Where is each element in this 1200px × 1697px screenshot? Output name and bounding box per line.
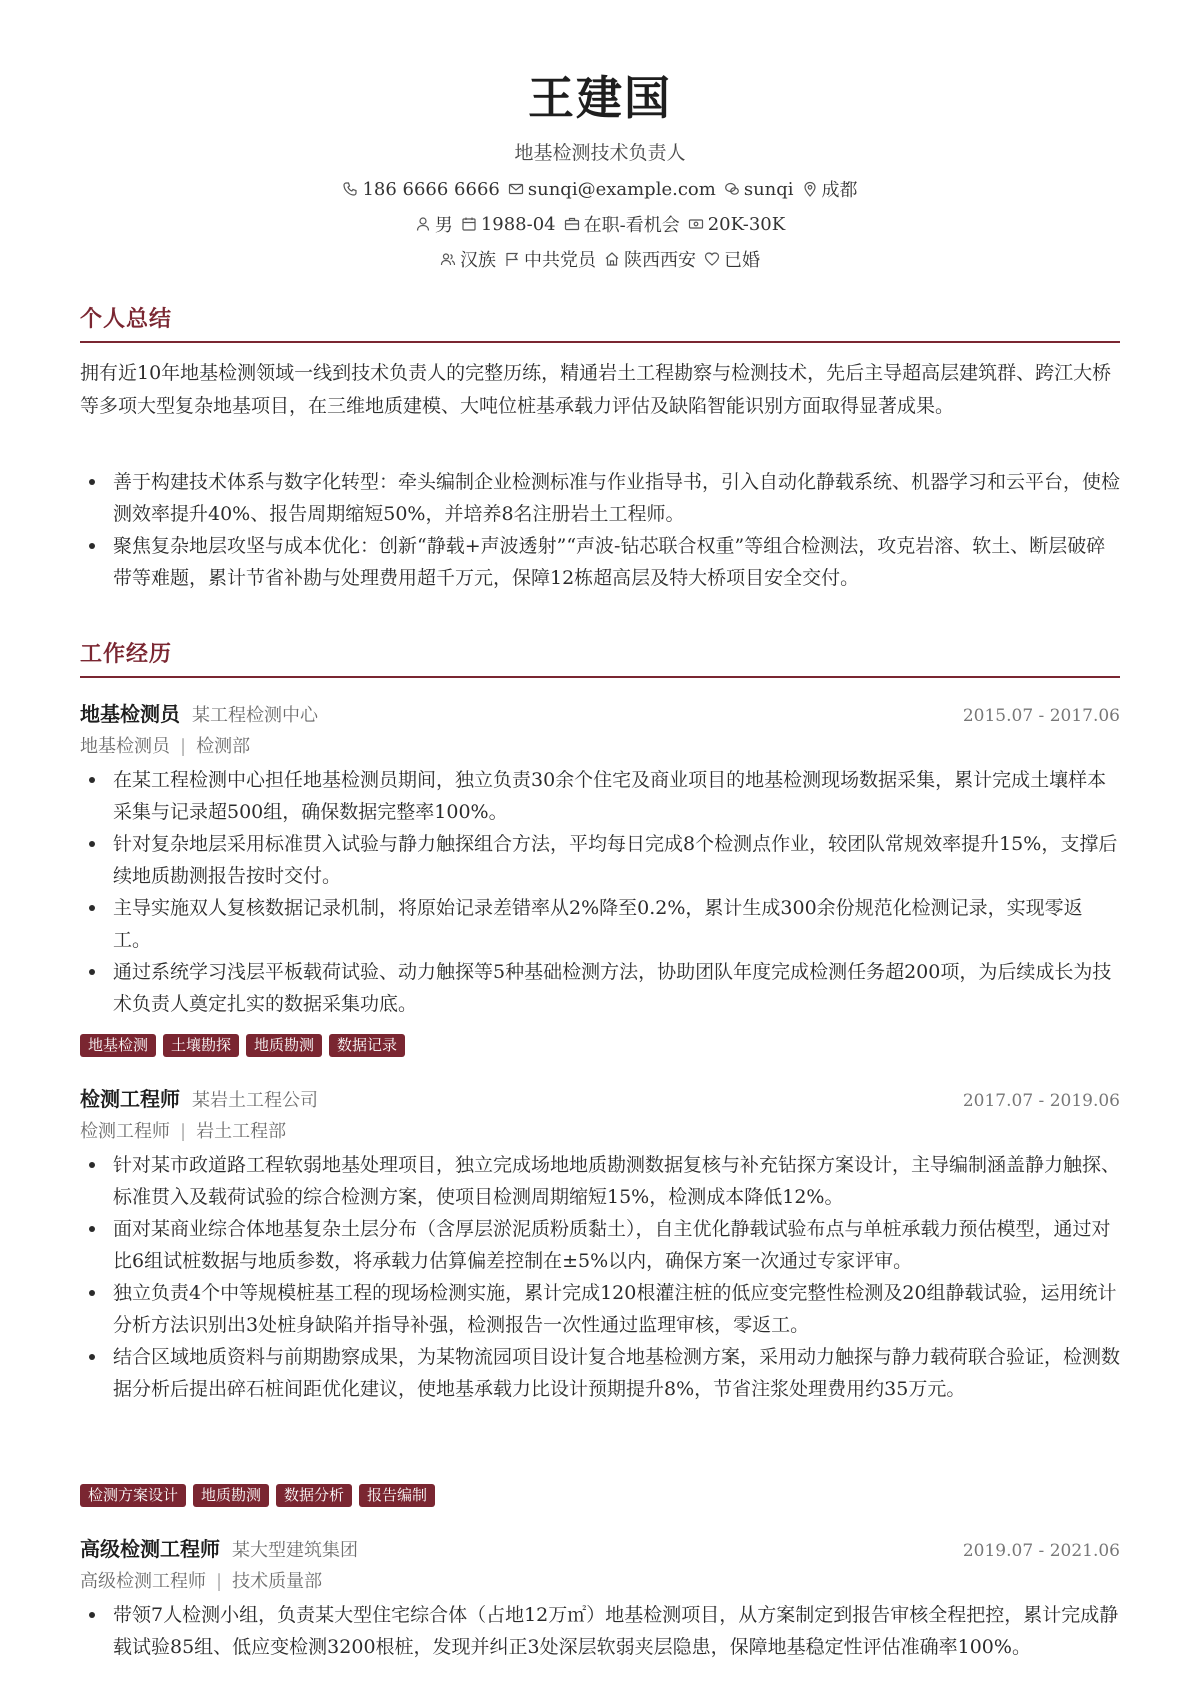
list-item: 善于构建技术体系与数字化转型：牵头编制企业检测标准与作业指导书，引入自动化静载系统、机器学习和云平台，使检测效率提升40%、报告周期缩短50%，并培养8名注册岩土工程师。 xyxy=(80,466,1120,530)
status-info xyxy=(564,211,680,237)
job-role: 地基检测员 xyxy=(80,736,170,757)
summary-paragraph: 拥有近10年地基检测领域一线到技术负责人的完整历练，精通岩土工程勘察与检测技术，先后主导超高层建筑群、跨江大桥等多项大型复杂地基项目，在三维地质建模、大吨位桩基承载力评估及缺陷智能识别方面取得显著成果。 xyxy=(80,362,1112,417)
job-dept: 技术质量部 xyxy=(232,1571,323,1592)
calendar-icon xyxy=(461,216,477,232)
skill-tag: 数据记录 xyxy=(329,1034,405,1057)
list-item: 结合区域地质资料与前期勘察成果，为某物流园项目设计复合地基检测方案，采用动力触探与静力载荷联合验证，检测数据分析后提出碎石桩间距优化建议，使地基承载力比设计预期提升8%，节省注浆处理费用约35万元。 xyxy=(80,1341,1120,1405)
job-bullets xyxy=(80,1599,1120,1663)
wechat-icon xyxy=(724,181,740,197)
list-item: 主导实施双人复核数据记录机制，将原始记录差错率从2%降至0.2%，累计生成300余份规范化检测记录，实现零返工。 xyxy=(80,892,1120,956)
list-item: 针对某市政道路工程软弱地基处理项目，独立完成场地地质勘测数据复核与补充钻探方案设计，主导编制涵盖静力触探、标准贯入及载荷试验的综合检测方案，使项目检测周期缩短15%，检测成本降低12%。 xyxy=(80,1149,1120,1213)
summary-section-header xyxy=(80,302,1120,343)
list-item: 面对某商业综合体地基复杂土层分布（含厚层淤泥质粉质黏土），自主优化静载试验布点与单桩承载力预估模型，通过对比6组试桩数据与地质参数，将承载力估算偏差控制在±5%以内，确保方案一次通过专家评审。 xyxy=(80,1213,1120,1277)
job-date: 2019.07 - 2021.06 xyxy=(962,1541,1120,1561)
separator: | xyxy=(216,1571,223,1592)
birth-text: 1988-04 xyxy=(480,213,556,235)
job-bullets xyxy=(80,764,1120,1020)
job-header xyxy=(80,698,1120,728)
list-item: 在某工程检测中心担任地基检测员期间，独立负责30余个住宅及商业项目的地基检测现场数据采集，累计完成土壤样本采集与记录超500组，确保数据完整率100%。 xyxy=(80,764,1120,828)
location-pin-icon xyxy=(802,181,818,197)
salary-text: 20K-30K xyxy=(707,213,786,235)
job-title: 高级检测工程师 xyxy=(80,1537,220,1561)
job-dept: 岩土工程部 xyxy=(196,1121,287,1142)
phone-text: 186 6666 6666 xyxy=(362,178,500,200)
job-title: 检测工程师 xyxy=(80,1087,180,1111)
skill-tag: 地质勘测 xyxy=(246,1034,322,1057)
briefcase-icon xyxy=(564,216,580,232)
job-company: 某工程检测中心 xyxy=(192,705,318,726)
heart-icon xyxy=(704,251,720,267)
marital-info xyxy=(704,246,760,272)
background-row xyxy=(0,246,1200,272)
hometown-text: 陕西西安 xyxy=(624,250,696,271)
list-item: 通过系统学习浅层平板载荷试验、动力触探等5种基础检测方法，协助团队年度完成检测任务超200项，为后续成长为技术负责人奠定扎实的数据采集功底。 xyxy=(80,956,1120,1020)
ethnicity-text: 汉族 xyxy=(460,250,496,271)
wechat-info xyxy=(724,179,794,200)
flag-icon xyxy=(504,251,520,267)
job-title: 地基检测员 xyxy=(80,702,180,726)
status-text: 在职-看机会 xyxy=(583,215,680,236)
city-text: 成都 xyxy=(821,180,858,201)
summary-bullets xyxy=(80,466,1120,594)
experience-heading: 工作经历 xyxy=(80,641,173,667)
politics-info xyxy=(504,246,596,272)
gender-info xyxy=(415,211,453,237)
hometown-info xyxy=(604,246,696,272)
salary-info xyxy=(688,214,785,235)
job-bullets xyxy=(80,1149,1120,1405)
gender-text: 男 xyxy=(434,215,453,236)
job-company: 某大型建筑集团 xyxy=(232,1540,358,1561)
job-date: 2017.07 - 2019.06 xyxy=(962,1091,1120,1111)
list-item: 独立负责4个中等规模桩基工程的现场检测实施，累计完成120根灌注桩的低应变完整性检测及20组静载试验，运用统计分析方法识别出3处桩身缺陷并指导补强，检测报告一次性通过监理审核，零返工。 xyxy=(80,1277,1120,1341)
job-role: 高级检测工程师 xyxy=(80,1571,206,1592)
skill-tags xyxy=(80,1484,442,1507)
person-icon xyxy=(415,216,431,232)
list-item: 聚焦复杂地层攻坚与成本优化：创新“静载+声波透射”“声波-钻芯联合权重”等组合检测法，攻克岩溶、软土、断层破碎带等难题，累计节省补勘与处理费用超千万元，保障12栋超高层及特大桥项目安全交付。 xyxy=(80,530,1120,594)
job-header xyxy=(80,1533,1120,1563)
phone-icon xyxy=(342,181,358,197)
skill-tags xyxy=(80,1034,412,1057)
job-company: 某岩土工程公司 xyxy=(192,1090,318,1111)
skill-tag: 报告编制 xyxy=(359,1484,435,1507)
separator: | xyxy=(180,736,187,757)
job-subline xyxy=(80,1117,286,1143)
contact-row xyxy=(0,176,1200,202)
skill-tag: 土壤勘探 xyxy=(163,1034,239,1057)
skill-tag: 地基检测 xyxy=(80,1034,156,1057)
experience-section-header xyxy=(80,637,1120,678)
home-icon xyxy=(604,251,620,267)
job-header xyxy=(80,1083,1120,1113)
city-info xyxy=(802,176,858,202)
politics-text: 中共党员 xyxy=(524,250,596,271)
job-role: 检测工程师 xyxy=(80,1121,170,1142)
candidate-name: 王建国 xyxy=(528,71,672,125)
wechat-text: sunqi xyxy=(743,178,794,200)
separator: | xyxy=(180,1121,187,1142)
personal-row xyxy=(0,211,1200,237)
marital-text: 已婚 xyxy=(724,250,760,271)
job-date: 2015.07 - 2017.06 xyxy=(962,706,1120,726)
mail-icon xyxy=(508,181,524,197)
list-item: 针对复杂地层采用标准贯入试验与静力触探组合方法，平均每日完成8个检测点作业，较团队常规效率提升15%，支撑后续地质勘测报告按时交付。 xyxy=(80,828,1120,892)
phone-info xyxy=(342,179,499,200)
email-text: sunqi@example.com xyxy=(527,178,716,200)
job-subline xyxy=(80,732,250,758)
birth-info xyxy=(461,214,556,235)
ethnicity-info xyxy=(440,246,496,272)
skill-tag: 地质勘测 xyxy=(193,1484,269,1507)
list-item: 带领7人检测小组，负责某大型住宅综合体（占地12万㎡）地基检测项目，从方案制定到报告审核全程把控，累计完成静载试验85组、低应变检测3200根桩，发现并纠正3处深层软弱夹层隐患，保障地基稳定性评估准确率100%。 xyxy=(80,1599,1120,1663)
email-info xyxy=(508,179,716,200)
skill-tag: 数据分析 xyxy=(276,1484,352,1507)
candidate-title: 地基检测技术负责人 xyxy=(514,142,686,164)
money-icon xyxy=(688,216,704,232)
skill-tag: 检测方案设计 xyxy=(80,1484,186,1507)
summary-heading: 个人总结 xyxy=(80,306,173,332)
job-dept: 检测部 xyxy=(196,736,251,757)
job-subline xyxy=(80,1567,322,1593)
group-icon xyxy=(440,251,456,267)
